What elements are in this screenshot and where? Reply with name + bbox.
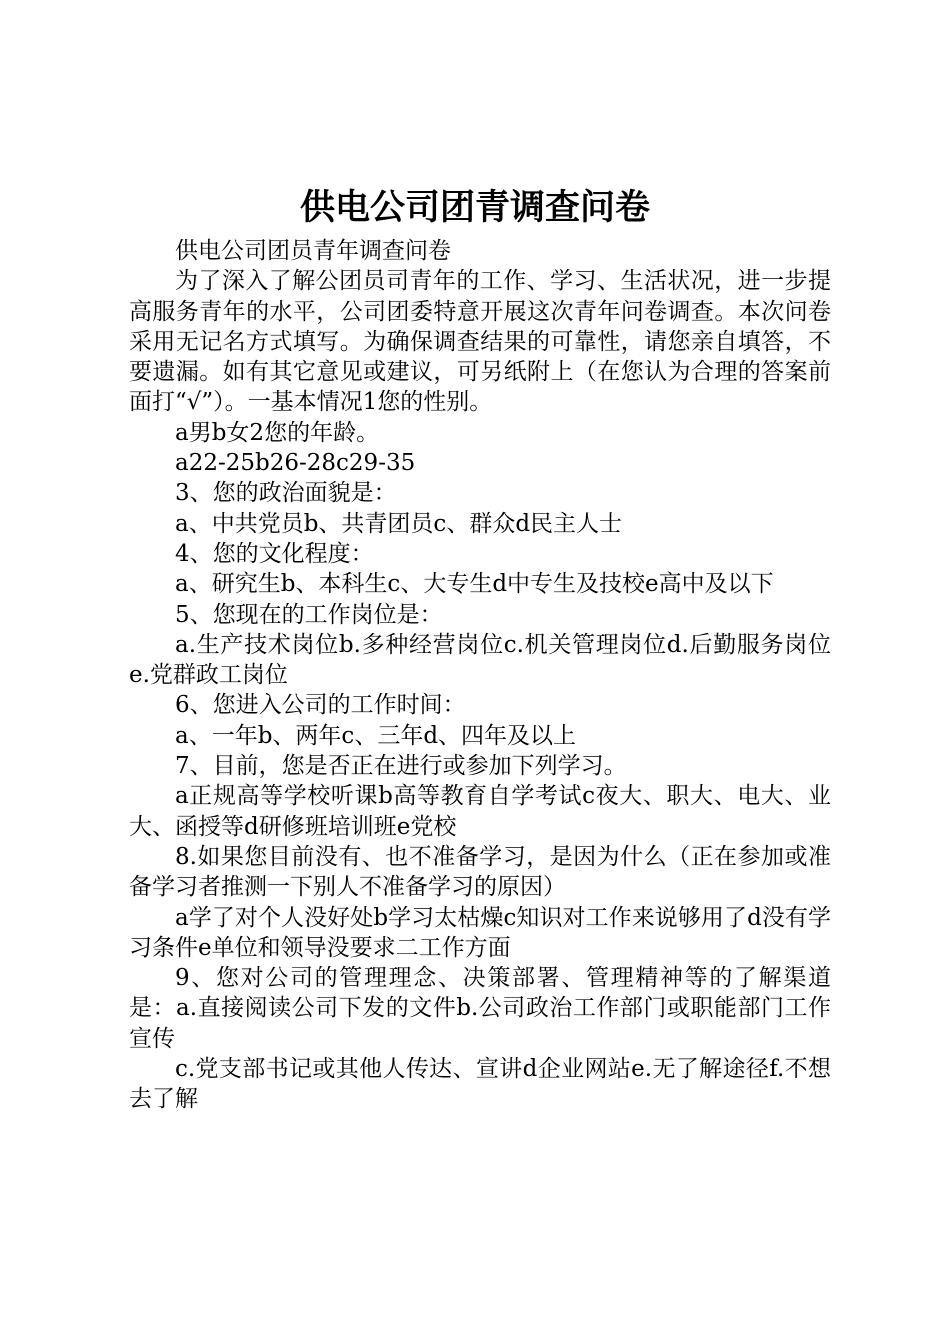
question-info-channel: 9、您对公司的管理理念、决策部署、管理精神等的了解渠道是：a.直接阅读公司下发的文件b.公司政治工作部门或职能部门工作宣传 [129,965,831,1052]
question-education: 4、您的文化程度： [175,540,374,567]
question-political-status: 3、您的政治面貌是： [175,480,397,507]
paragraph-gender-options: a男b女2您的年龄。 [175,419,380,446]
document-body [129,236,831,1115]
question-job-position: 5、您现在的工作岗位是： [175,601,443,628]
options-info-channel: c.党支部书记或其他人传达、宣讲d企业网站e.无了解途径f.不想去了解 [129,1056,831,1113]
options-no-study-reason: a学了对个人没好处b学习太枯燥c知识对工作来说够用了d没有学习条件e单位和领导没要求二工作方面 [129,904,831,961]
paragraph-age-options: a22-25b26-28c29-35 [175,450,416,477]
options-current-study: a正规高等学校听课b高等教育自学考试c夜大、职大、电大、业大、函授等d研修班培训班e党校 [129,783,831,840]
paragraph-intro: 为了深入了解公团员司青年的工作、学习、生活状况，进一步提高服务青年的水平，公司团委特意开展这次青年问卷调查。本次问卷采用无记名方式填写。为确保调查结果的可靠性，请您亲自填答，不要遗漏。如有其它意见或建议，可另纸附上（在您认为合理的答案前面打“√”）。一基本情况1您的性别。 [129,268,831,416]
options-education: a、研究生b、本科生c、大专生d中专生及技校e高中及以下 [175,571,774,598]
options-work-time: a、一年b、两年c、三年d、四年及以上 [175,722,577,749]
options-political-status: a、中共党员b、共青团员c、群众d民主人士 [175,510,623,537]
options-job-position: a.生产技术岗位b.多种经营岗位c.机关管理岗位d.后勤服务岗位e.党群政工岗位 [129,631,831,689]
paragraph-subtitle: 供电公司团员青年调查问卷 [175,238,451,264]
question-current-study: 7、目前，您是否正在进行或参加下列学习。 [175,753,627,780]
document-title: 供电公司团青调查问卷 [299,188,650,228]
question-work-time: 6、您进入公司的工作时间： [175,692,466,719]
question-no-study-reason: 8.如果您目前没有、也不准备学习，是因为什么（正在参加或准备学习者推测一下别人不准备学习的原因） [129,843,831,901]
